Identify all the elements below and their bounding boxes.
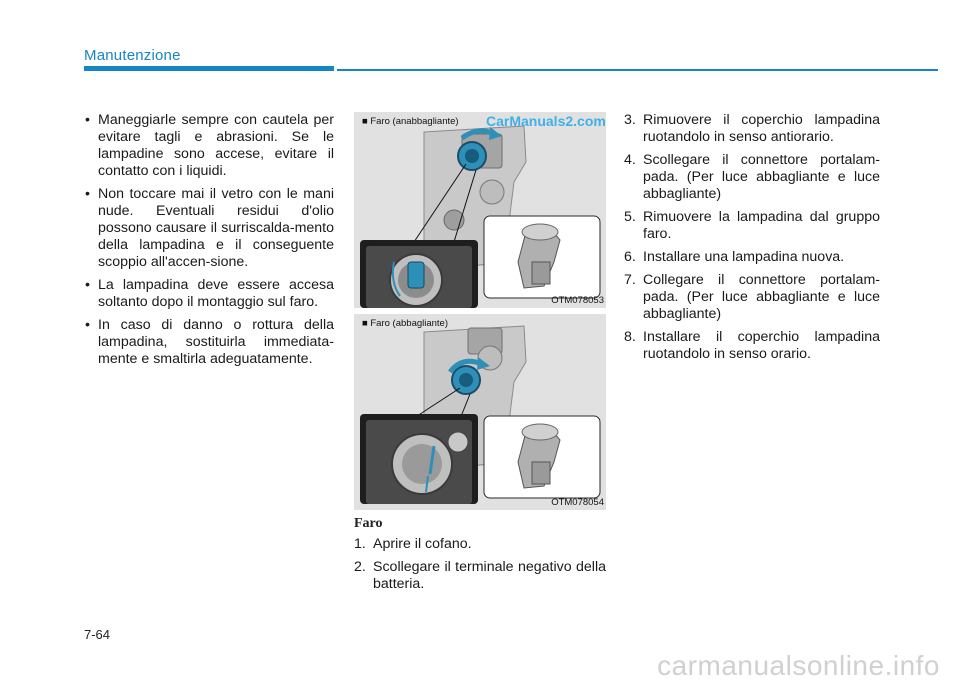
figure-code: OTM078053	[551, 295, 604, 306]
warning-list	[84, 112, 334, 368]
list-item: 2. Scollegare il terminale negativo della batteria.	[354, 559, 606, 592]
list-item: 3. Rimuovere il coperchio lampadina ruotandolo in senso antiorario.	[624, 112, 880, 145]
procedure-steps	[354, 536, 606, 593]
header-rule-thick	[84, 66, 334, 71]
site-watermark: carmanualsonline.info	[657, 650, 940, 681]
list-item: • Maneggiarle sempre con cautela per evitare tagli e abrasioni. Se le lampadine sono accese, evitare il contatto con i liquidi.	[84, 112, 334, 180]
header-rule-thin	[337, 69, 938, 71]
list-item: 6. Installare una lampadina nuova.	[624, 249, 845, 265]
section-title: Manutenzione	[84, 47, 181, 64]
figure-code: OTM078054	[551, 497, 604, 508]
list-item: • La lampadina deve essere accesa soltanto dopo il montaggio sul faro.	[84, 277, 334, 311]
watermark-text: CarManuals2.com	[486, 113, 606, 129]
figure-caption: ■ Faro (anabbagliante)	[362, 116, 459, 127]
procedure-column-continued	[624, 112, 880, 369]
list-item: • In caso di danno o rottura della lampadina, sostituirla immediata-mente e smaltirla adeguatamente.	[84, 317, 334, 368]
figure-high-beam	[354, 314, 606, 510]
list-item: 7. Collegare il connettore portalam-pada. (Per luce abbagliante e luce abbagliante)	[624, 272, 880, 322]
headlamp-low-beam-illustration	[354, 112, 606, 308]
headlamp-high-beam-illustration	[354, 314, 606, 510]
list-item: 1. Aprire il cofano.	[354, 536, 472, 552]
figure-caption: ■ Faro (abbagliante)	[362, 318, 449, 329]
list-item: • Non toccare mai il vetro con le mani nude. Eventuali residui d'olio possono causare il surriscalda-mento della lampadina e il conseguente scoppio all'accen-sione.	[84, 186, 334, 271]
procedure-heading: Faro	[354, 516, 383, 531]
list-item: 5. Rimuovere la lampadina dal gruppo faro.	[624, 209, 880, 242]
warning-column	[84, 112, 334, 374]
figure-low-beam	[354, 112, 606, 308]
list-item: 8. Installare il coperchio lampadina ruotandolo in senso orario.	[624, 329, 880, 362]
page-number: 7-64	[84, 627, 111, 642]
procedure-steps	[624, 112, 880, 363]
procedure-column-start	[354, 515, 606, 599]
list-item: 4. Scollegare il connettore portalam-pada. (Per luce abbagliante e luce abbagliante)	[624, 152, 880, 202]
